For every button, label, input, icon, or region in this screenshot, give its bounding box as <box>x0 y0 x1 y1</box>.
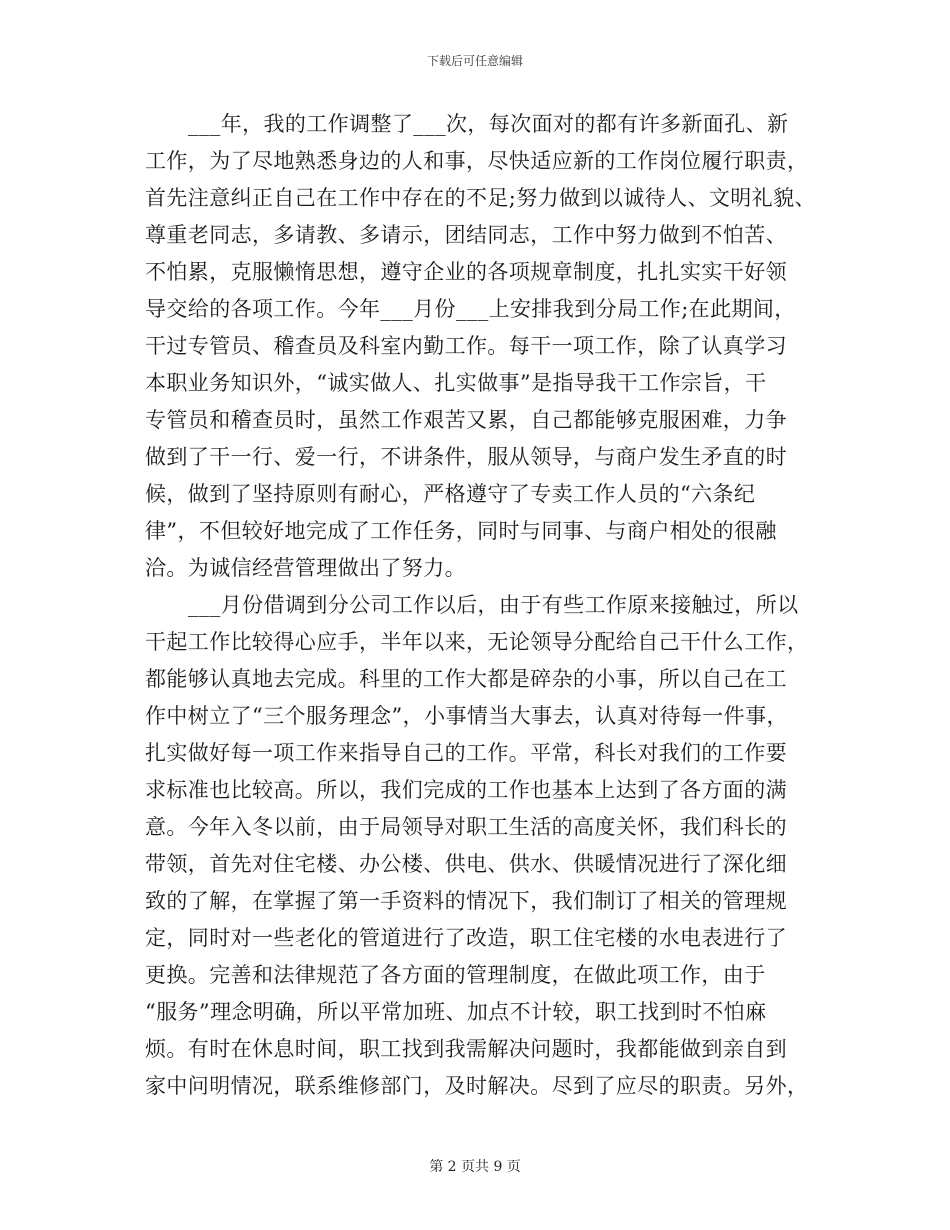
text-line: 家中问明情况，联系维修部门，及时解决。尽到了应尽的职责。另外， <box>145 1074 809 1098</box>
text-line: 不怕累，克服懒惰思想，遵守企业的各项规章制度，扎扎实实干好领 <box>145 260 787 284</box>
text-line: 求标准也比较高。所以，我们完成的工作也基本上达到了各方面的满 <box>145 778 787 802</box>
text-line: 候，做到了坚持原则有耐心，严格遵守了专卖工作人员的“六条纪 <box>145 482 756 506</box>
text-line: “服务”理念明确，所以平常加班、加点不计较，职工找到时不怕麻 <box>145 1000 767 1024</box>
text-line: 洽。为诚信经营管理做出了努力。 <box>145 556 466 580</box>
text-line: 工作，为了尽地熟悉身边的人和事，尽快适应新的工作岗位履行职责， <box>145 149 809 173</box>
page-footer: 第 2 页共 9 页 <box>429 1159 521 1175</box>
text-line: 本职业务知识外，“诚实做人、扎实做事”是指导我干工作宗旨，干 <box>145 371 767 395</box>
text-line: 意。今年入冬以前，由于局领导对职工生活的高度关怀，我们科长的 <box>145 815 787 839</box>
text-line: 首先注意纠正自己在工作中存在的不足;努力做到以诚待人、文明礼貌、 <box>145 186 816 210</box>
text-line: 都能够认真地去完成。科里的工作大都是碎杂的小事，所以自己在工 <box>145 667 787 691</box>
text-line: 律”，不但较好地完成了工作任务，同时与同事、与商户相处的很融 <box>145 519 777 543</box>
text-line: 更换。完善和法律规范了各方面的管理制度，在做此项工作，由于 <box>145 963 766 987</box>
text-line: 干过专管员、稽查员及科室内勤工作。每干一项工作，除了认真学习 <box>145 334 787 358</box>
page-header: 下载后可任意编辑 <box>426 54 523 68</box>
text-line: 干起工作比较得心应手，半年以来，无论领导分配给自己干什么工作， <box>145 630 809 654</box>
text-line: 尊重老同志，多请教、多请示，团结同志，工作中努力做到不怕苦、 <box>145 223 787 247</box>
text-line: 带领，首先对住宅楼、办公楼、供电、供水、供暖情况进行了深化细 <box>145 852 787 876</box>
text-line: 烦。有时在休息时间，职工找到我需解决问题时，我都能做到亲自到 <box>145 1037 787 1061</box>
text-line: ___月份借调到分公司工作以后，由于有些工作原来接触过，所以 <box>188 593 799 617</box>
text-line: 定，同时对一些老化的管道进行了改造，职工住宅楼的水电表进行了 <box>145 926 787 950</box>
text-line: 做到了干一行、爱一行，不讲条件，服从领导，与商户发生矛直的时 <box>145 445 787 469</box>
text-line: ___年，我的工作调整了___次，每次面对的都有许多新面孔、新 <box>188 112 789 136</box>
text-line: 致的了解，在掌握了第一手资料的情况下，我们制订了相关的管理规 <box>145 889 787 913</box>
text-line: 扎实做好每一项工作来指导自己的工作。平常，科长对我们的工作要 <box>145 741 787 765</box>
text-line: 作中树立了“三个服务理念”，小事情当大事去，认真对待每一件事， <box>145 704 788 728</box>
text-line: 导交给的各项工作。今年___月份___上安排我到分局工作;在此期间， <box>145 297 796 321</box>
text-line: 专管员和稽查员时，虽然工作艰苦又累，自己都能够克服困难，力争 <box>145 408 787 432</box>
